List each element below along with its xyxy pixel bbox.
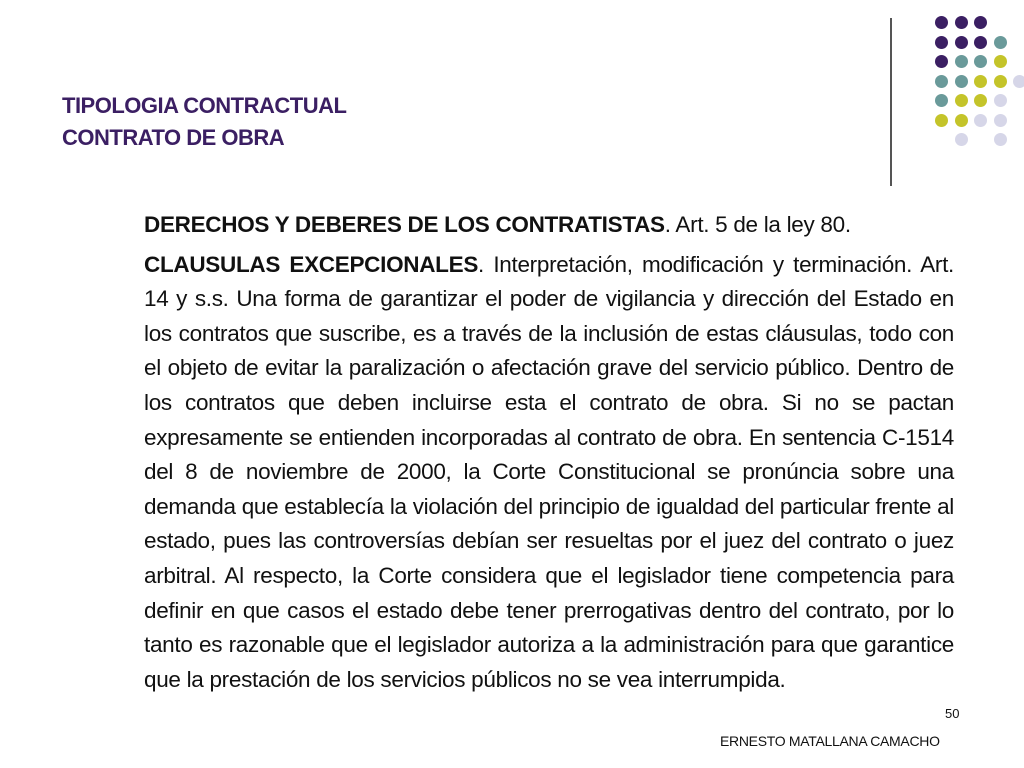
decorative-dot — [935, 55, 948, 68]
decorative-dot — [994, 133, 1007, 146]
decorative-dot — [955, 36, 968, 49]
decorative-dot — [935, 94, 948, 107]
footer-author: ERNESTO MATALLANA CAMACHO — [720, 733, 940, 749]
decorative-dot — [994, 36, 1007, 49]
decorative-dot — [935, 75, 948, 88]
paragraph-derechos — [144, 208, 954, 243]
decorative-dot — [955, 75, 968, 88]
paragraph-clausulas-text: . Interpretación, modificación y terminación. Art. 14 y s.s. Una forma de garantizar el poder de vigilancia y dirección del Estado en los contratos que suscribe, es a través de la inclusión de estas cláusulas, todo con el objeto de evitar la paralización o afectación grave del servicio público. Dentro de los contratos que deben incluirse esta el contrato de obra. Si no se pactan expresamente se entienden incorporadas al contrato de obra. En sentencia C-1514 del 8 de noviembre de 2000, la Corte Constitucional se pronúncia sobre una demanda que establecía la violación del principio de igualdad del particular frente al estado, pues las controversías debían ser resueltas por el juez del contrato o juez arbitral. Al respecto, la Corte considera que el legislador tiene competencia para definir en que casos el estado debe tener prerrogativas dentro del contrato, por lo tanto es razonable que el legislador autoriza a la administración para que garantice que la prestación de los servicios públicos no se vea interrumpida. — [144, 251, 955, 692]
decorative-dot-grid — [0, 0, 1024, 200]
decorative-dot — [955, 133, 968, 146]
paragraph-derechos-text: . Art. 5 de la ley 80. — [664, 212, 851, 237]
decorative-dot — [955, 114, 968, 127]
decorative-dot — [974, 36, 987, 49]
page-number: 50 — [945, 706, 960, 721]
decorative-dot — [994, 114, 1007, 127]
decorative-dot — [935, 36, 948, 49]
decorative-dot — [974, 75, 987, 88]
decorative-dot — [935, 16, 948, 29]
decorative-dot — [974, 16, 987, 29]
title-line-2: CONTRATO DE OBRA — [62, 125, 285, 150]
decorative-dot — [974, 94, 987, 107]
paragraph-derechos-heading: DERECHOS Y DEBERES DE LOS CONTRATISTAS — [144, 212, 665, 237]
decorative-dot — [974, 114, 987, 127]
decorative-dot — [1013, 75, 1024, 88]
paragraph-clausulas-heading: CLAUSULAS EXCEPCIONALES — [144, 251, 479, 277]
title-line-1: TIPOLOGIA CONTRACTUAL — [62, 93, 347, 118]
decorative-dot — [994, 75, 1007, 88]
decorative-dot — [974, 55, 987, 68]
decorative-dot — [935, 114, 948, 127]
decorative-dot — [955, 94, 968, 107]
paragraph-clausulas — [144, 248, 954, 698]
decorative-dot — [994, 55, 1007, 68]
decorative-dot — [955, 55, 968, 68]
decorative-dot — [994, 94, 1007, 107]
decorative-dot — [955, 16, 968, 29]
slide-body — [144, 208, 954, 697]
